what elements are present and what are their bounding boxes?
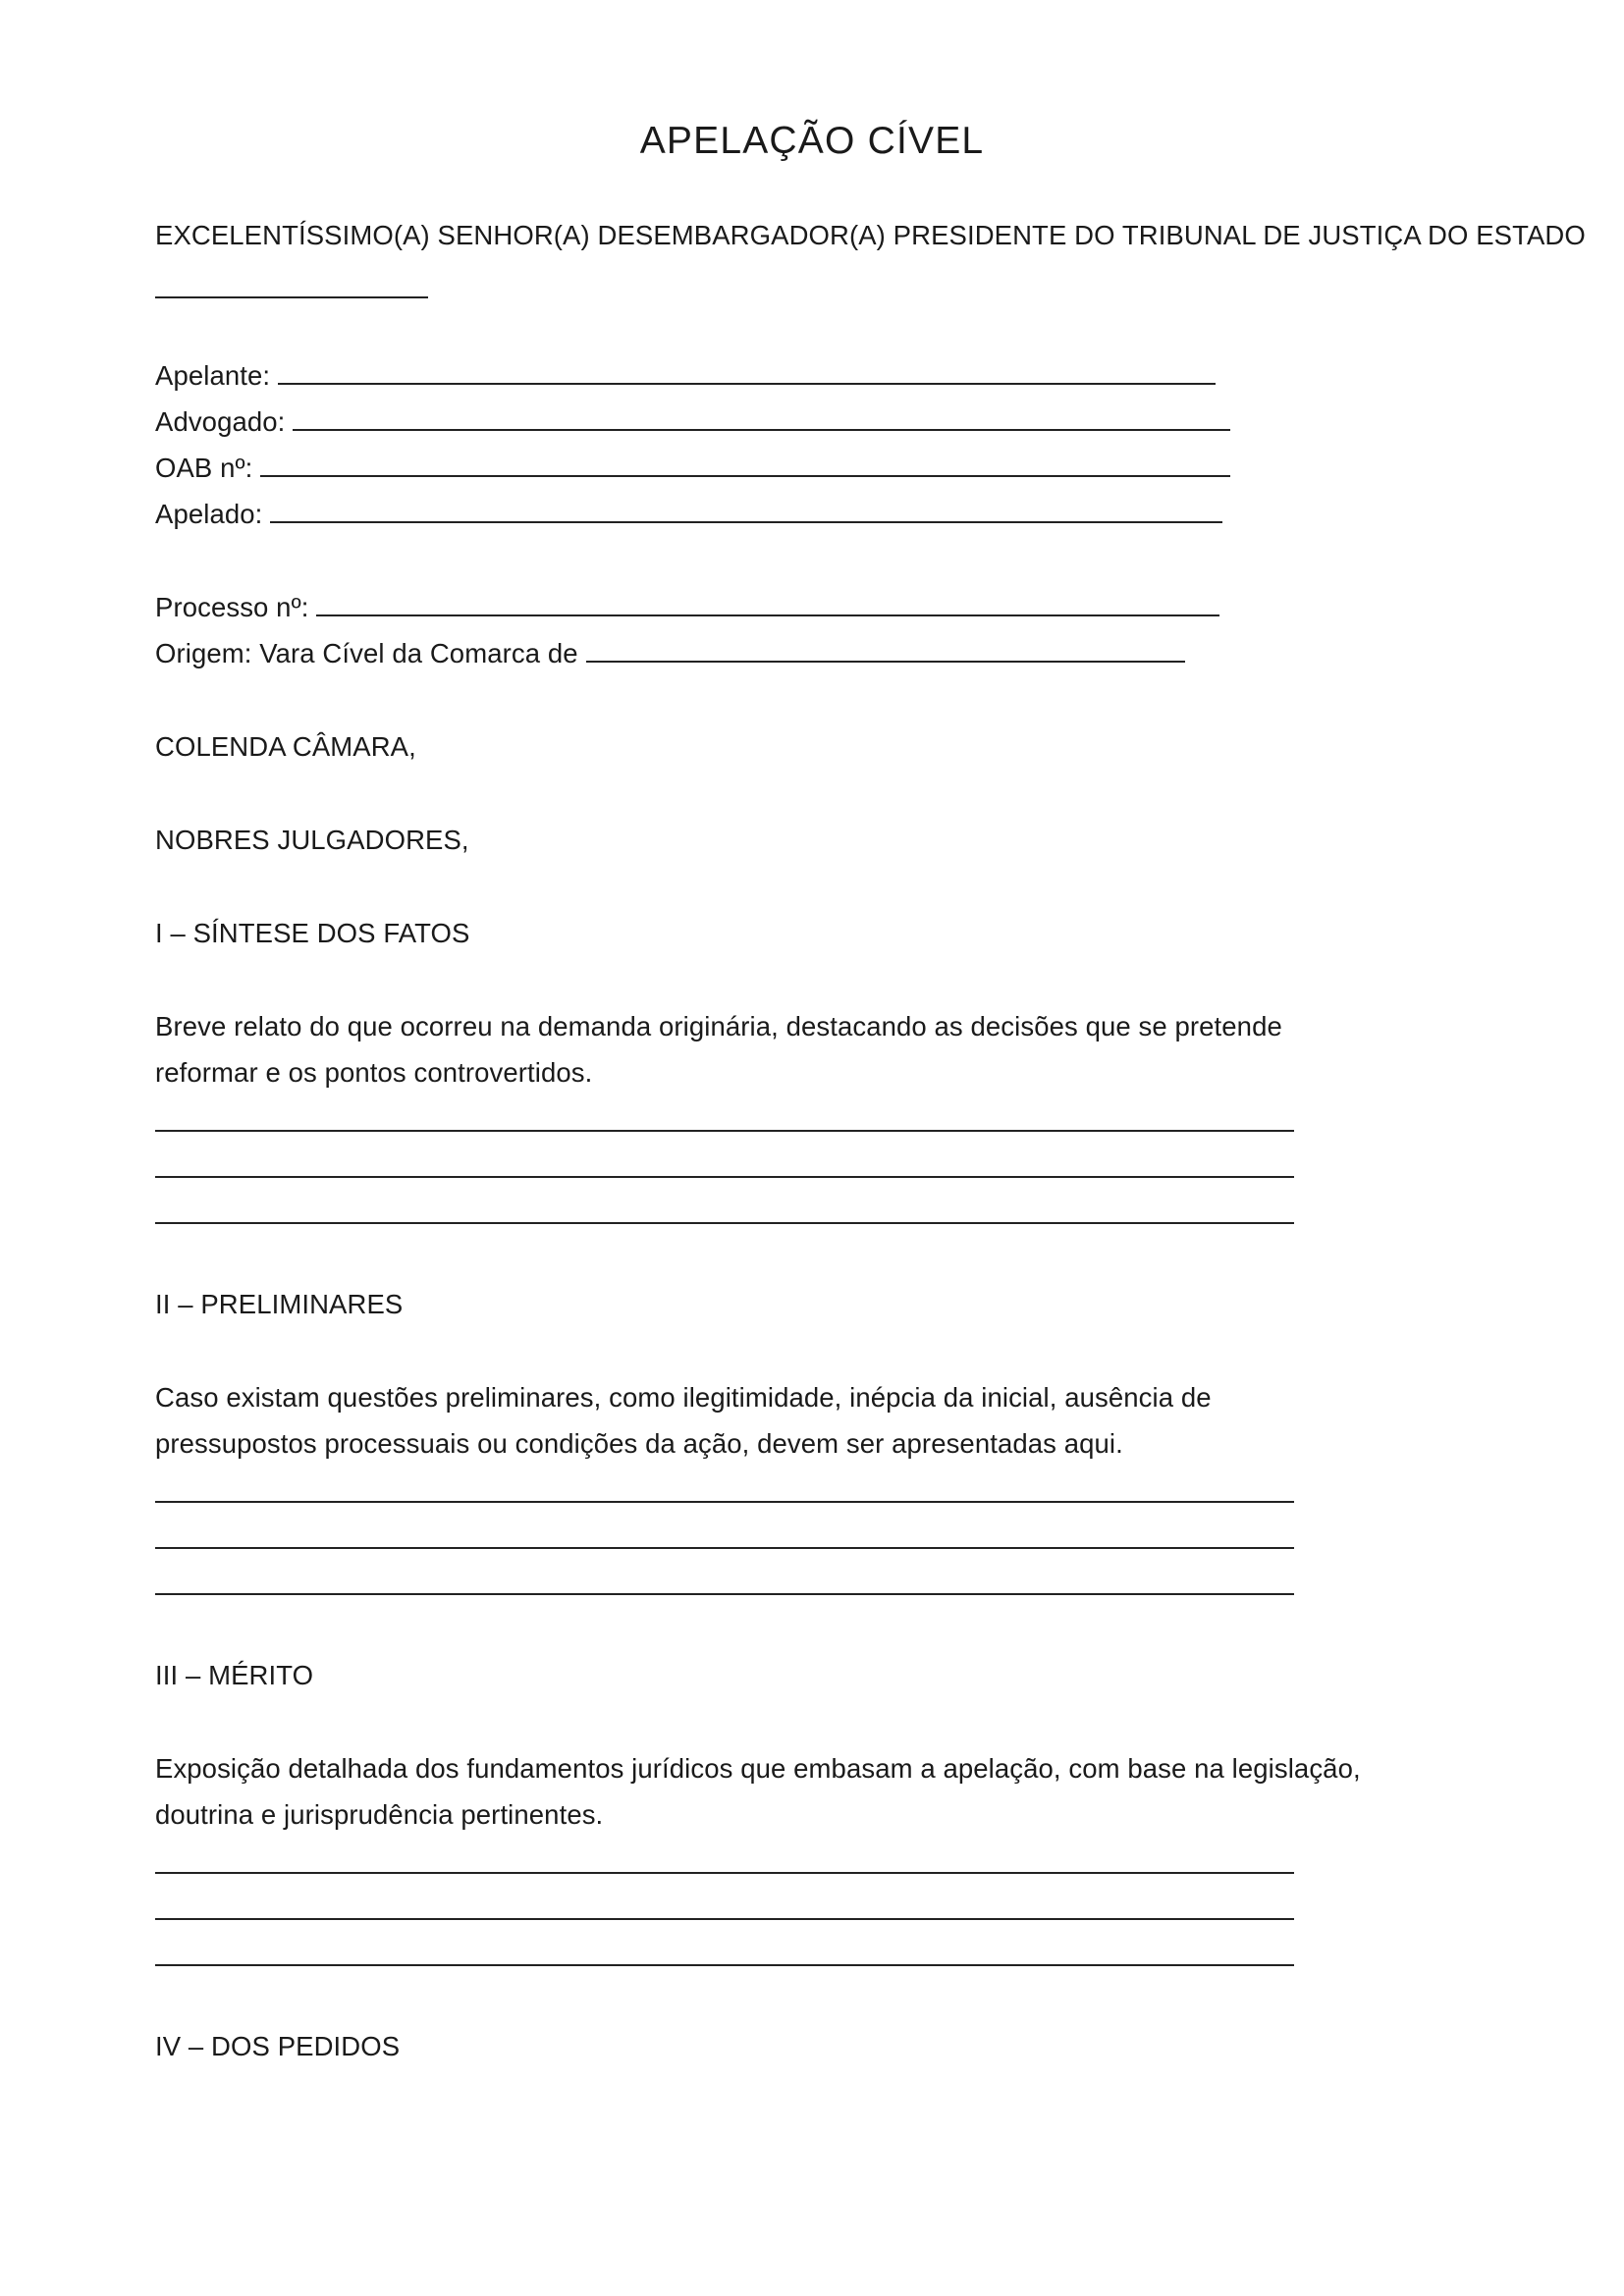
section-heading-merito: III – MÉRITO (155, 1660, 314, 1690)
section-text-merito-line-2: doutrina e jurisprudência pertinentes. (155, 1799, 604, 1830)
field-oab-label: OAB nº: (155, 453, 253, 483)
writing-line[interactable] (155, 1964, 1294, 1966)
field-advogado (155, 405, 1230, 439)
writing-line[interactable] (155, 1872, 1294, 1874)
state-blank-line[interactable] (155, 296, 428, 298)
field-processo-label: Processo nº: (155, 592, 309, 622)
addressee-line: EXCELENTÍSSIMO(A) SENHOR(A) DESEMBARGADOR(A) PRESIDENTE DO TRIBUNAL DE JUSTIÇA DO ESTADO (155, 220, 1586, 250)
field-origem-blank[interactable] (586, 637, 1185, 663)
field-apelado (155, 498, 1222, 531)
section-text-sintese-line-2: reformar e os pontos controvertidos. (155, 1057, 593, 1088)
field-apelado-label: Apelado: (155, 499, 263, 529)
writing-line[interactable] (155, 1222, 1294, 1224)
field-oab-blank[interactable] (260, 452, 1230, 477)
field-origem (155, 637, 1185, 670)
section-heading-sintese: I – SÍNTESE DOS FATOS (155, 918, 470, 948)
writing-line[interactable] (155, 1593, 1294, 1595)
field-apelante (155, 359, 1216, 393)
field-advogado-label: Advogado: (155, 406, 286, 437)
writing-line[interactable] (155, 1918, 1294, 1920)
salutation-camara: COLENDA CÂMARA, (155, 731, 416, 762)
field-apelante-blank[interactable] (278, 359, 1216, 385)
field-processo-blank[interactable] (316, 591, 1219, 616)
field-origem-label: Origem: Vara Cível da Comarca de (155, 638, 578, 668)
section-text-preliminares-line-2: pressupostos processuais ou condições da ação, devem ser apresentadas aqui. (155, 1428, 1123, 1459)
writing-line[interactable] (155, 1176, 1294, 1178)
document-title: APELAÇÃO CÍVEL (639, 120, 985, 162)
writing-line[interactable] (155, 1547, 1294, 1549)
section-heading-preliminares: II – PRELIMINARES (155, 1289, 404, 1319)
section-text-sintese-line-1: Breve relato do que ocorreu na demanda originária, destacando as decisões que se pretende (155, 1011, 1282, 1041)
field-advogado-blank[interactable] (293, 405, 1230, 431)
salutation-julgadores: NOBRES JULGADORES, (155, 825, 469, 855)
writing-line[interactable] (155, 1130, 1294, 1132)
field-oab (155, 452, 1230, 485)
section-heading-pedidos: IV – DOS PEDIDOS (155, 2031, 401, 2061)
field-processo (155, 591, 1219, 624)
field-apelado-blank[interactable] (270, 498, 1222, 523)
field-apelante-label: Apelante: (155, 360, 271, 391)
section-text-merito-line-1: Exposição detalhada dos fundamentos jurídicos que embasam a apelação, com base na legislação, (155, 1753, 1361, 1784)
writing-line[interactable] (155, 1501, 1294, 1503)
section-text-preliminares-line-1: Caso existam questões preliminares, como ilegitimidade, inépcia da inicial, ausência de (155, 1382, 1212, 1413)
